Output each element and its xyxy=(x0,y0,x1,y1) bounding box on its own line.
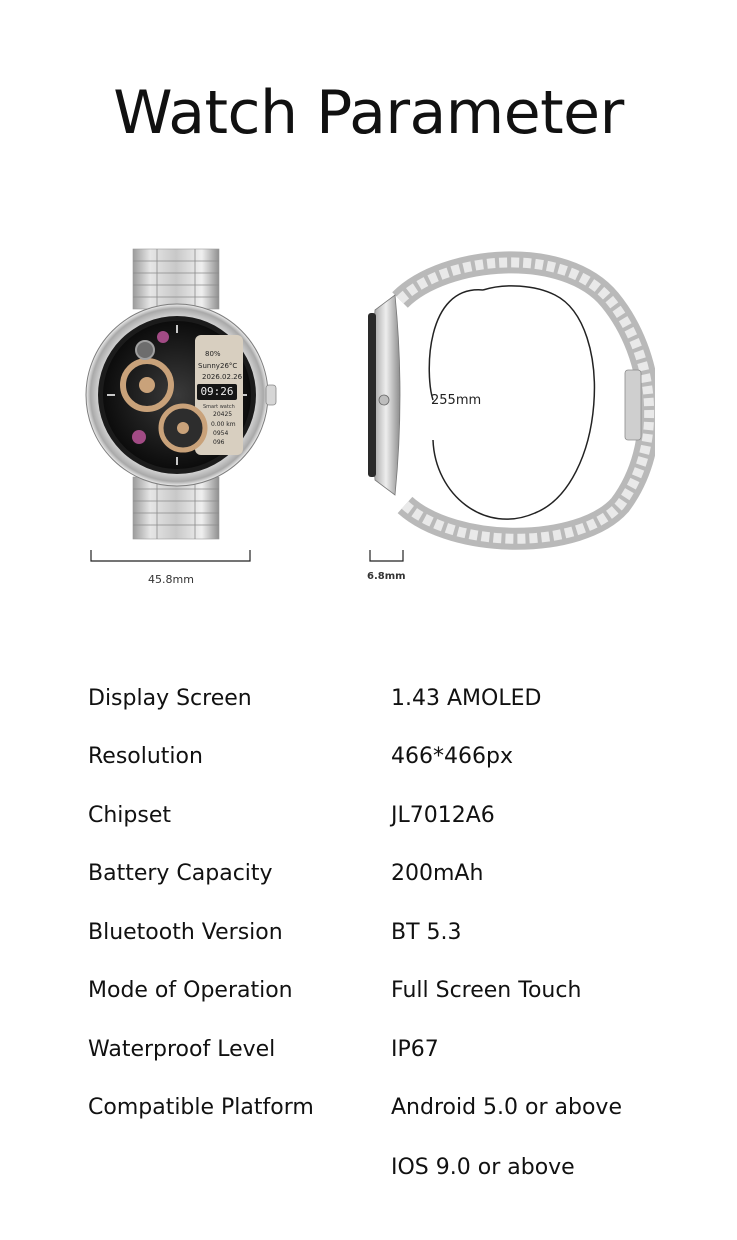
battery-level: 80% xyxy=(205,350,221,358)
spec-row xyxy=(88,1095,688,1125)
distance-value: 0.00 km xyxy=(211,421,236,428)
watch-side-image xyxy=(365,245,655,555)
spec-row xyxy=(88,861,688,891)
watch-front-image xyxy=(85,245,295,545)
spec-value: Full Screen Touch xyxy=(391,978,582,1003)
spec-row xyxy=(88,1037,688,1067)
spec-row xyxy=(88,686,688,716)
calories-value: 0954 xyxy=(213,430,229,437)
spec-value: 466*466px xyxy=(391,744,513,769)
temperature: 26°C xyxy=(220,362,238,370)
spec-value: IP67 xyxy=(391,1037,439,1062)
date-display: 2026.02.26 xyxy=(202,373,243,381)
heart-rate-value: 096 xyxy=(213,439,225,446)
weather-condition: Sunny xyxy=(198,362,220,370)
spec-label: Bluetooth Version xyxy=(88,920,283,945)
spec-row xyxy=(88,920,688,950)
spec-row xyxy=(88,803,688,833)
spec-label: Battery Capacity xyxy=(88,861,273,886)
compatible-platform-ios: IOS 9.0 or above xyxy=(391,1155,575,1180)
steps-count: 20425 xyxy=(213,411,233,418)
spec-value: Android 5.0 or above xyxy=(391,1095,622,1120)
spec-label: Chipset xyxy=(88,803,172,828)
spec-value: JL7012A6 xyxy=(391,803,495,828)
spec-label: Waterproof Level xyxy=(88,1037,276,1062)
spec-value: 1.43 AMOLED xyxy=(391,686,542,711)
width-dimension-bracket xyxy=(90,549,252,563)
thickness-dimension-label: 6.8mm xyxy=(367,571,406,582)
time-display: 09:26 xyxy=(197,384,237,400)
spec-label: Display Screen xyxy=(88,686,252,711)
page-title: Watch Parameter xyxy=(113,78,624,148)
spec-value: BT 5.3 xyxy=(391,920,462,945)
strap-length-label: 255mm xyxy=(431,393,482,408)
spec-label: Mode of Operation xyxy=(88,978,293,1003)
spec-row xyxy=(88,744,688,774)
spec-label: Compatible Platform xyxy=(88,1095,314,1120)
spec-value: 200mAh xyxy=(391,861,484,886)
spec-row xyxy=(88,978,688,1008)
width-dimension-label: 45.8mm xyxy=(148,573,194,586)
thickness-dimension-bracket xyxy=(369,549,405,563)
brand-label: Smart watch xyxy=(203,404,235,410)
spec-label: Resolution xyxy=(88,744,203,769)
